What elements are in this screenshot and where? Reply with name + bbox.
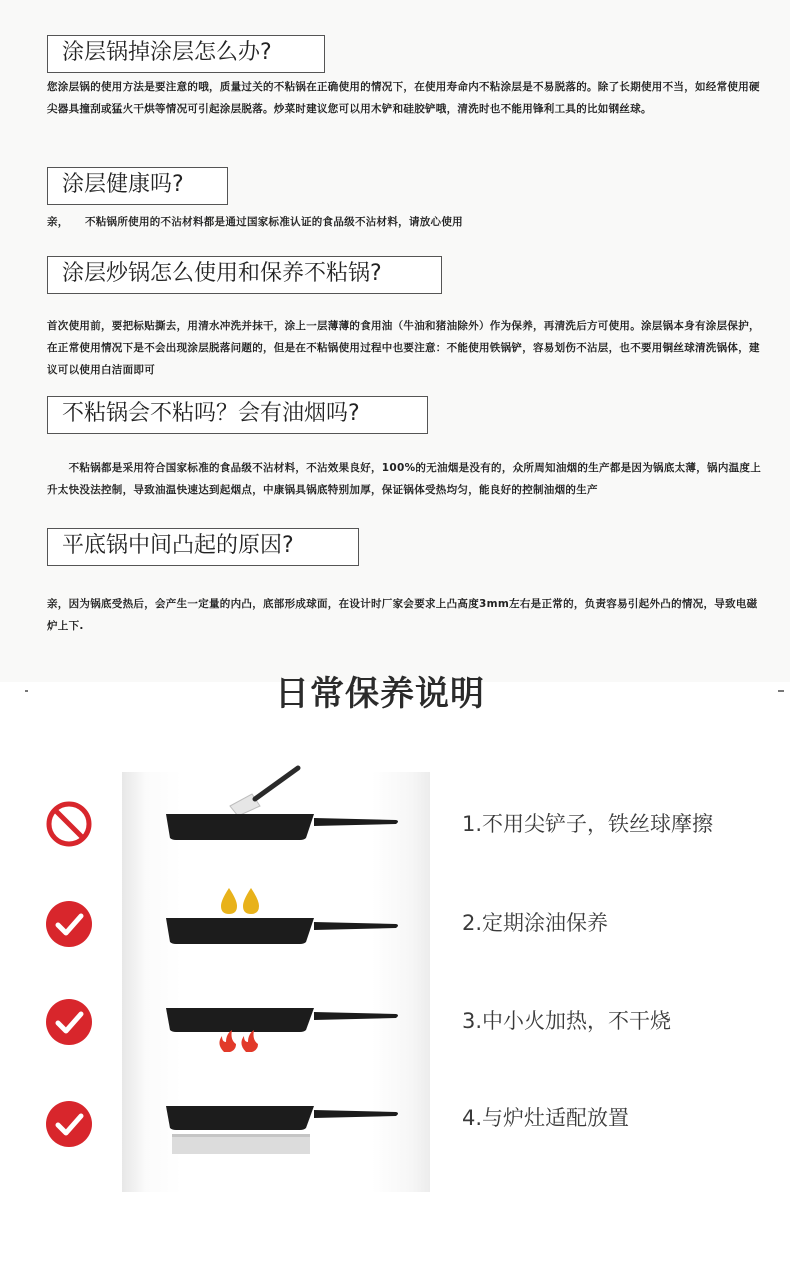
divider-mark-right bbox=[778, 690, 784, 692]
faq-question-4: 不粘锅会不粘吗？会有油烟吗? bbox=[47, 396, 428, 434]
faq-question-2: 涂层健康吗? bbox=[47, 167, 228, 205]
faq-question-3: 涂层炒锅怎么使用和保养不粘锅? bbox=[47, 256, 442, 294]
check-icon bbox=[45, 900, 93, 948]
care-item-2-label: 2.定期涂油保养 bbox=[462, 911, 609, 935]
check-icon bbox=[45, 998, 93, 1046]
pan-with-spatula-icon bbox=[160, 758, 410, 848]
faq-question-5: 平底锅中间凸起的原因? bbox=[47, 528, 359, 566]
care-item-4-label: 4.与炉灶适配放置 bbox=[462, 1106, 630, 1130]
pan-over-flame-icon bbox=[160, 1000, 410, 1055]
pan-on-stove-icon bbox=[160, 1100, 410, 1160]
faq-answer-4: 不粘锅都是采用符合国家标准的食品级不沾材料，不沾效果良好，100%的无油烟是没有的，众所周知油烟的生产都是因为锅底太薄，锅内温度上升太快没法控制，导致油温快速达到起烟点，中康锅具锅底特别加厚，保证锅体受热均匀，能良好的控制油烟的生产 bbox=[47, 462, 762, 496]
faq-question-1: 涂层锅掉涂层怎么办? bbox=[47, 35, 325, 73]
care-title: 日常保养说明 bbox=[275, 674, 485, 714]
pan-with-oil-drops-icon bbox=[160, 880, 410, 950]
faq-answer-5: 亲，因为锅底受热后，会产生一定量的内凸，底部形成球面，在设计时厂家会要求上凸高度3mm左右是正常的，负责容易引起外凸的情况，导致电磁炉上下. bbox=[47, 598, 758, 632]
check-icon bbox=[45, 1100, 93, 1148]
faq-answer-3: 首次使用前，要把标贴撕去，用清水冲洗并抹干，涂上一层薄薄的食用油（牛油和猪油除外）作为保养，再清洗后方可使用。涂层锅本身有涂层保护，在正常使用情况下是不会出现涂层脱落问题的，但是在不粘锅使用过程中也要注意：不能使用铁锅铲，容易划伤不沾层，也不要用铜丝球清洗锅体，建议可以使用白洁面即可 bbox=[47, 320, 760, 376]
faq-answer-2: 亲， 不粘锅所使用的不沾材料都是通过国家标准认证的食品级不沾材料，请放心使用 bbox=[47, 216, 463, 228]
faq-answer-1: 您涂层锅的使用方法是要注意的哦，质量过关的不粘锅在正确使用的情况下，在使用寿命内不粘涂层是不易脱落的。除了长期使用不当，如经常使用硬尖器具撞刮或猛火干烘等情况可引起涂层脱落。炒菜时建议您可以用木铲和硅胶铲哦，清洗时也不能用锋利工具的比如钢丝球。 bbox=[47, 81, 760, 115]
prohibited-icon bbox=[45, 800, 93, 848]
care-item-3-label: 3.中小火加热，不干烧 bbox=[462, 1009, 672, 1033]
care-item-1-label: 1.不用尖铲子，铁丝球摩擦 bbox=[462, 812, 714, 836]
